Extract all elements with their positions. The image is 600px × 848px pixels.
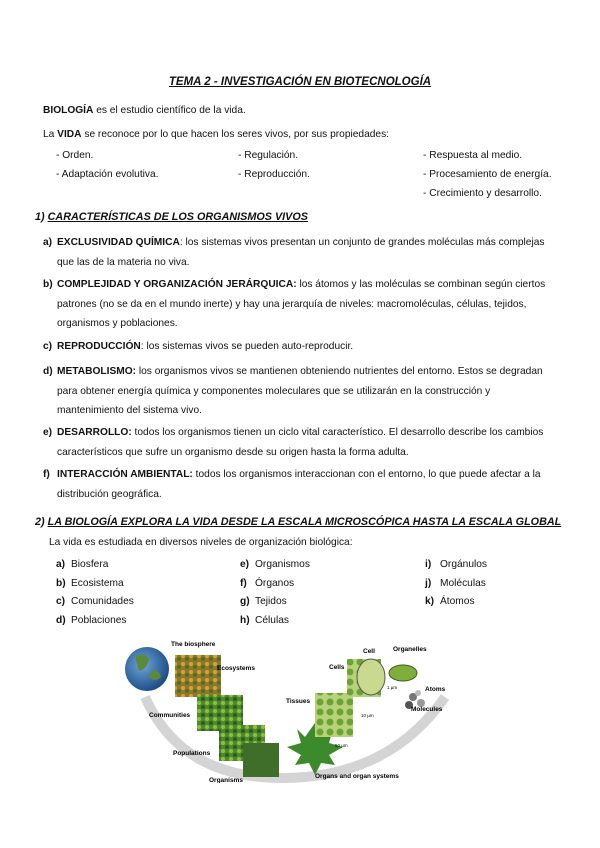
item-label: c) <box>43 341 53 352</box>
document-title: TEMA 2 - INVESTIGACIÓN EN BIOTECNOLOGÍA <box>168 76 432 88</box>
item-label: b) <box>43 279 53 290</box>
biologia-definition <box>43 105 246 116</box>
label-organisms: Organisms <box>209 777 243 783</box>
section-title: CARACTERÍSTICAS DE LOS ORGANISMOS VIVOS <box>47 211 308 223</box>
item-label: f) <box>43 469 50 480</box>
vida-definition <box>43 129 389 140</box>
level-item: d) Poblaciones <box>56 614 127 626</box>
properties-col-3 <box>423 146 552 203</box>
item-text: todos los organismos interaccionan con el entorno, lo que puede afectar a la distribución geográfica. <box>57 469 541 500</box>
item-term: COMPLEJIDAD Y ORGANIZACIÓN JERÁRQUICA: <box>57 279 297 290</box>
levels-col-2 <box>240 556 310 630</box>
label-communities: Communities <box>149 712 191 719</box>
item-label: d) <box>43 366 53 377</box>
level-item: e) Organismos <box>240 559 310 570</box>
vida-term: VIDA <box>57 129 82 140</box>
label-tissues: Tissues <box>286 698 311 705</box>
item-text: : los sistemas vivos presentan un conjunto de grandes moléculas más complejas que las de la materia no viva. <box>57 237 545 268</box>
item-text: todos los organismos tienen un ciclo vital característico. El desarrollo describe los cambios característicos que sufre un organismo desde su origen hasta la forma adulta. <box>57 427 544 458</box>
characteristic-item <box>43 233 558 272</box>
level-item: b) Ecosistema <box>56 577 124 589</box>
property-item: - Reproducción. <box>238 169 310 180</box>
label-populations: Populations <box>173 750 211 757</box>
levels-col-3 <box>425 556 487 612</box>
property-item: - Orden. <box>56 150 94 161</box>
property-item: - Regulación. <box>238 150 299 161</box>
item-term: DESARROLLO: <box>57 427 132 438</box>
properties-col-1 <box>56 146 159 184</box>
levels-col-1 <box>56 556 134 630</box>
section-2-heading <box>35 516 561 528</box>
organism-image <box>243 743 279 777</box>
label-ecosystems: Ecosystems <box>217 665 255 672</box>
property-item: - Crecimiento y desarrollo. <box>423 188 542 199</box>
biologia-term: BIOLOGÍA <box>43 105 94 116</box>
property-item: - Respuesta al medio. <box>423 150 523 161</box>
section-number: 2) <box>35 516 48 528</box>
item-term: METABOLISMO: <box>57 366 137 377</box>
section-title: LA BIOLOGÍA EXPLORA LA VIDA DESDE LA ESCALA MICROSCÓPICA HASTA LA ESCALA GLOBAL <box>47 516 562 528</box>
item-term: INTERACCIÓN AMBIENTAL: <box>57 469 193 480</box>
label-cells: Cells <box>329 664 345 671</box>
properties-col-2 <box>238 146 310 184</box>
characteristic-item <box>43 275 558 334</box>
vida-pre: La <box>43 129 58 140</box>
tissue-image <box>315 693 353 737</box>
label-organelles: Organelles <box>393 646 427 653</box>
level-item: a) Biosfera <box>56 559 109 570</box>
item-label: a) <box>43 237 53 248</box>
scale-label: 50 µm <box>335 743 348 748</box>
characteristic-item <box>43 362 558 421</box>
section-2-intro: La vida es estudiada en diversos niveles de organización biológica: <box>49 537 353 548</box>
item-term: REPRODUCCIÓN <box>57 341 141 352</box>
level-item: k) Átomos <box>425 596 475 607</box>
ecosystem-image <box>175 655 221 697</box>
scale-label: 1 µm <box>387 685 398 690</box>
item-label: e) <box>43 427 53 438</box>
characteristic-item <box>43 465 558 504</box>
characteristic-item <box>43 423 558 462</box>
level-item: h) Células <box>240 614 289 626</box>
section-1-heading <box>35 211 308 223</box>
earth-globe <box>125 647 169 691</box>
label-atoms: Atoms <box>425 686 446 693</box>
item-term: EXCLUSIVIDAD QUÍMICA <box>57 237 180 248</box>
level-item: j) Moléculas <box>425 577 486 589</box>
item-text: los organismos vivos se mantienen obteniendo nutrientes del entorno. Estos se degradan para obtener energía química y componentes moleculares que se utilizarán en la construcción y mantenimiento del sistema vivo. <box>57 366 543 416</box>
arc-path <box>145 697 445 778</box>
label-molecules: Molecules <box>411 706 443 713</box>
label-organs: Organs and organ systems <box>315 773 399 780</box>
biologia-text: es el estudio científico de la vida. <box>93 105 246 116</box>
scale-label: 10 µm <box>361 713 374 718</box>
level-item: c) Comunidades <box>56 596 134 607</box>
vida-text: se reconoce por lo que hacen los seres vivos, por sus propiedades: <box>81 129 390 140</box>
levels-of-organization-figure <box>125 637 465 783</box>
characteristic-item <box>43 337 558 357</box>
cell-image <box>357 659 385 695</box>
label-cell: Cell <box>363 648 375 655</box>
organelle-image <box>389 665 417 681</box>
property-item: - Adaptación evolutiva. <box>56 169 159 180</box>
item-text: los átomos y las moléculas se combinan según ciertos patrones (no se da en el mundo inerte) y hay una jerarquía de niveles: macromoléculas, células, tejidos, organismos y poblaciones. <box>57 279 546 329</box>
item-text: : los sistemas vivos se pueden auto-reproducir. <box>140 341 354 352</box>
level-item: f) Órganos <box>240 577 295 589</box>
level-item: g) Tejidos <box>240 596 287 607</box>
section-number: 1) <box>35 211 48 223</box>
level-item: i) Orgánulos <box>425 559 488 570</box>
label-biosphere: The biosphere <box>171 641 216 648</box>
property-item: - Procesamiento de energía. <box>423 169 552 180</box>
